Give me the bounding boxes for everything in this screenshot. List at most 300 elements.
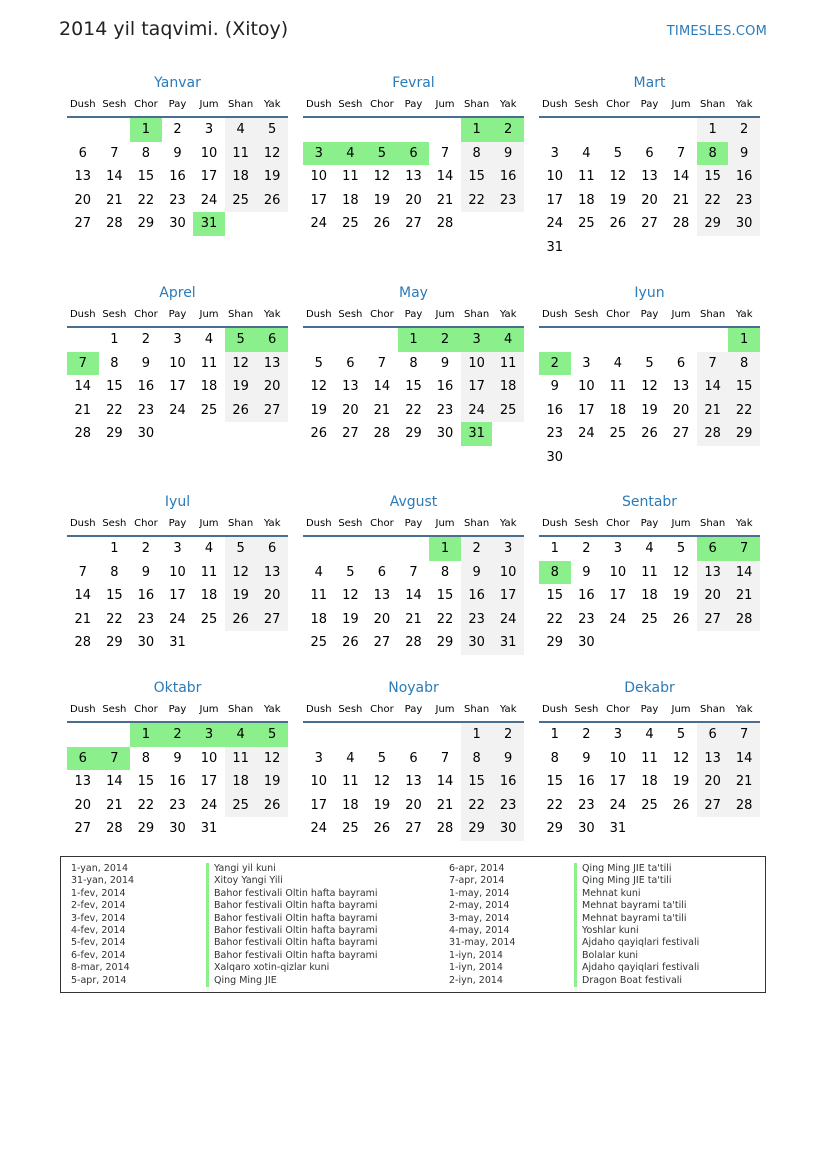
week-row xyxy=(539,165,760,189)
day-cell: 13 xyxy=(405,169,422,184)
day-cell: 1 xyxy=(110,541,119,556)
weekday-label: Dush xyxy=(69,704,96,715)
empty-cell xyxy=(539,118,571,142)
day-cell: 14 xyxy=(728,561,760,585)
day-cell: 19 xyxy=(310,402,328,418)
day-cell: 28 xyxy=(106,216,123,231)
day-cell: 26 xyxy=(310,426,328,441)
day-cell: 17 xyxy=(578,402,595,418)
weekday-header xyxy=(539,513,760,537)
day-cell: 14 xyxy=(405,588,422,603)
week-row xyxy=(539,189,760,213)
day-cell: 18 xyxy=(200,379,218,394)
day-cell: 18 xyxy=(641,774,658,789)
week-row xyxy=(539,236,760,260)
legend-holiday-name: Bahor festivali Oltin hafta bayrami xyxy=(206,950,378,962)
empty-cell xyxy=(602,236,634,260)
day-cell: 17 xyxy=(461,375,493,399)
day-cell: 4 xyxy=(225,118,257,142)
weekday-label: Yak xyxy=(499,309,517,320)
legend-holiday-name: Mehnat bayrami ta'tili xyxy=(574,913,687,925)
month-mart xyxy=(539,72,760,259)
month-oktabr xyxy=(67,677,288,841)
day-cell: 13 xyxy=(697,561,729,585)
day-cell: 29 xyxy=(461,817,493,841)
day-cell: 19 xyxy=(256,165,288,189)
day-cell: 23 xyxy=(546,426,564,441)
weekday-label: Yak xyxy=(263,518,281,529)
day-cell: 17 xyxy=(310,797,328,813)
day-cell: 18 xyxy=(342,797,359,813)
day-cell: 6 xyxy=(697,537,729,561)
week-row xyxy=(303,165,524,189)
week-row xyxy=(539,212,760,236)
day-cell: 26 xyxy=(225,608,257,632)
day-cell: 1 xyxy=(461,118,493,142)
week-row xyxy=(303,817,524,841)
day-cell: 29 xyxy=(697,212,729,236)
day-cell: 10 xyxy=(200,145,218,161)
day-cell: 28 xyxy=(436,821,454,836)
day-cell: 30 xyxy=(436,426,454,441)
day-cell: 9 xyxy=(492,747,524,771)
empty-cell xyxy=(665,817,697,841)
day-cell: 19 xyxy=(225,375,257,399)
day-cell: 15 xyxy=(461,770,493,794)
weekday-label: Dush xyxy=(305,704,332,715)
weekday-label: Chor xyxy=(370,704,394,715)
day-cell: 21 xyxy=(373,402,391,418)
weekday-label: Dush xyxy=(305,518,332,529)
day-cell: 9 xyxy=(492,142,524,166)
day-cell: 4 xyxy=(645,727,654,742)
weekday-label: Pay xyxy=(640,99,659,110)
day-cell: 15 xyxy=(436,588,454,603)
week-row xyxy=(539,723,760,747)
day-cell: 18 xyxy=(492,375,524,399)
day-cell: 16 xyxy=(546,402,564,418)
month-name: Noyabr xyxy=(388,680,439,696)
day-cell: 9 xyxy=(141,355,151,371)
day-cell: 3 xyxy=(613,541,623,556)
day-cell: 16 xyxy=(137,379,155,394)
day-cell: 20 xyxy=(256,375,288,399)
weekday-label: Shan xyxy=(700,99,726,110)
week-row xyxy=(67,608,288,632)
day-cell: 31 xyxy=(200,821,218,836)
month-name: Dekabr xyxy=(624,680,675,696)
weekday-header xyxy=(67,699,288,723)
week-row xyxy=(539,446,760,470)
day-cell: 10 xyxy=(492,561,524,585)
legend-date: 7-apr, 2014 xyxy=(449,875,505,887)
day-cell: 13 xyxy=(74,774,92,789)
week-row xyxy=(67,584,288,608)
day-cell: 11 xyxy=(200,564,218,580)
day-cell: 10 xyxy=(200,750,218,766)
day-cell: 25 xyxy=(342,216,359,231)
week-row xyxy=(303,142,524,166)
day-cell: 21 xyxy=(74,402,92,418)
day-cell: 13 xyxy=(74,169,92,184)
week-row xyxy=(67,747,288,771)
week-row xyxy=(539,794,760,818)
weekday-label: Jum xyxy=(671,99,691,110)
day-cell: 31 xyxy=(609,821,627,836)
day-cell: 15 xyxy=(546,774,564,789)
day-cell: 1 xyxy=(130,118,162,142)
day-cell: 1 xyxy=(697,118,729,142)
weekday-label: Pay xyxy=(640,309,659,320)
week-row xyxy=(539,537,760,561)
day-cell: 14 xyxy=(106,169,123,184)
day-cell: 2 xyxy=(162,723,194,747)
legend-date: 2-iyn, 2014 xyxy=(449,974,503,986)
month-name: Iyul xyxy=(164,494,191,510)
day-cell: 27 xyxy=(641,216,658,231)
day-cell: 22 xyxy=(405,402,422,418)
day-cell: 24 xyxy=(546,216,564,231)
day-cell: 18 xyxy=(578,192,595,208)
weekday-label: Sesh xyxy=(102,99,127,110)
day-cell: 19 xyxy=(373,192,391,208)
week-row xyxy=(539,561,760,585)
week-row xyxy=(67,399,288,423)
day-cell: 4 xyxy=(582,145,591,161)
weekday-label: Sesh xyxy=(338,99,363,110)
weekday-label: Sesh xyxy=(574,309,599,320)
day-cell: 21 xyxy=(436,192,454,208)
week-row xyxy=(67,817,288,841)
empty-cell xyxy=(193,631,225,655)
weekday-label: Pay xyxy=(168,704,187,715)
day-cell: 3 xyxy=(314,750,323,766)
week-row xyxy=(303,399,524,423)
day-cell: 1 xyxy=(429,537,461,561)
day-cell: 1 xyxy=(110,332,119,347)
day-cell: 21 xyxy=(106,797,123,813)
legend-date: 5-fev, 2014 xyxy=(71,937,126,949)
day-cell: 7 xyxy=(697,352,729,376)
day-cell: 29 xyxy=(106,635,123,650)
empty-cell xyxy=(303,118,335,142)
day-cell: 28 xyxy=(373,426,391,441)
weekday-label: Yak xyxy=(263,704,281,715)
weekday-label: Jum xyxy=(199,309,219,320)
day-cell: 5 xyxy=(366,142,398,166)
day-cell: 25 xyxy=(641,797,658,813)
day-cell: 21 xyxy=(728,584,760,608)
day-cell: 14 xyxy=(436,774,454,789)
day-cell: 19 xyxy=(641,402,658,418)
day-cell: 9 xyxy=(550,379,559,394)
empty-cell xyxy=(225,212,257,236)
weekday-header xyxy=(303,699,524,723)
day-cell: 15 xyxy=(546,588,564,603)
legend-holiday-name: Xalqaro xotin-qizlar kuni xyxy=(206,962,329,974)
weekday-label: Sesh xyxy=(574,704,599,715)
day-cell: 18 xyxy=(342,192,359,208)
weekday-label: Pay xyxy=(404,518,423,529)
day-cell: 30 xyxy=(137,426,155,441)
empty-cell xyxy=(162,422,194,446)
day-cell: 11 xyxy=(492,352,524,376)
weekday-label: Yak xyxy=(499,704,517,715)
day-cell: 25 xyxy=(342,821,359,836)
day-cell: 2 xyxy=(461,537,493,561)
week-row xyxy=(303,537,524,561)
month-iyun xyxy=(539,282,760,469)
day-cell: 12 xyxy=(256,142,288,166)
empty-cell xyxy=(665,446,697,470)
week-row xyxy=(67,189,288,213)
empty-cell xyxy=(728,631,760,655)
week-row xyxy=(67,770,288,794)
day-cell: 2 xyxy=(582,727,591,742)
week-row xyxy=(539,608,760,632)
week-row xyxy=(539,631,760,655)
day-cell: 14 xyxy=(672,169,690,184)
empty-cell xyxy=(697,328,729,352)
day-cell: 29 xyxy=(405,426,422,441)
weekday-label: Yak xyxy=(263,99,281,110)
empty-cell xyxy=(335,537,367,561)
day-cell: 8 xyxy=(728,352,760,376)
weekday-label: Pay xyxy=(168,518,187,529)
day-cell: 15 xyxy=(697,165,729,189)
day-cell: 2 xyxy=(429,328,461,352)
day-cell: 23 xyxy=(492,794,524,818)
week-row xyxy=(539,118,760,142)
day-cell: 24 xyxy=(310,216,328,231)
week-row xyxy=(539,328,760,352)
day-cell: 30 xyxy=(137,635,155,650)
day-cell: 25 xyxy=(200,402,218,418)
day-cell: 11 xyxy=(225,747,257,771)
day-cell: 30 xyxy=(728,212,760,236)
empty-cell xyxy=(429,723,461,747)
empty-cell xyxy=(366,118,398,142)
day-cell: 23 xyxy=(578,611,595,627)
day-cell: 17 xyxy=(609,588,627,603)
empty-cell xyxy=(67,537,99,561)
day-cell: 5 xyxy=(645,355,654,371)
day-cell: 20 xyxy=(641,192,658,208)
day-cell: 22 xyxy=(137,192,155,208)
weekday-label: Sesh xyxy=(338,518,363,529)
day-cell: 5 xyxy=(256,723,288,747)
day-cell: 1 xyxy=(461,723,493,747)
day-cell: 17 xyxy=(200,169,218,184)
month-may xyxy=(303,282,524,446)
day-cell: 16 xyxy=(169,774,186,789)
weekday-label: Dush xyxy=(541,704,568,715)
day-cell: 2 xyxy=(141,541,151,556)
legend-date: 1-iyn, 2014 xyxy=(449,949,503,961)
day-cell: 7 xyxy=(409,564,418,580)
day-cell: 12 xyxy=(373,774,391,789)
day-cell: 12 xyxy=(225,561,257,585)
day-cell: 28 xyxy=(106,821,123,836)
day-cell: 3 xyxy=(550,145,559,161)
day-cell: 9 xyxy=(728,142,760,166)
weekday-label: Yak xyxy=(499,99,517,110)
day-cell: 13 xyxy=(697,747,729,771)
weekday-label: Sesh xyxy=(338,704,363,715)
week-row xyxy=(539,352,760,376)
week-row xyxy=(67,142,288,166)
day-cell: 24 xyxy=(169,611,186,627)
weekday-label: Yak xyxy=(499,518,517,529)
day-cell: 16 xyxy=(436,379,454,394)
weekday-label: Chor xyxy=(606,518,630,529)
weekday-label: Jum xyxy=(435,309,455,320)
day-cell: 8 xyxy=(110,355,119,371)
day-cell: 28 xyxy=(405,635,422,650)
week-row xyxy=(303,189,524,213)
day-cell: 27 xyxy=(342,426,359,441)
day-cell: 15 xyxy=(106,379,123,394)
empty-cell xyxy=(665,631,697,655)
legend-date: 4-fev, 2014 xyxy=(71,925,126,936)
day-cell: 12 xyxy=(225,352,257,376)
day-cell: 8 xyxy=(461,142,493,166)
day-cell: 6 xyxy=(346,355,355,371)
day-cell: 26 xyxy=(225,399,257,423)
day-cell: 19 xyxy=(672,774,690,789)
weekday-label: Yak xyxy=(735,309,753,320)
empty-cell xyxy=(256,631,288,655)
day-cell: 22 xyxy=(461,794,493,818)
empty-cell xyxy=(602,118,634,142)
day-cell: 20 xyxy=(405,192,422,208)
weekday-label: Chor xyxy=(370,309,394,320)
empty-cell xyxy=(398,537,430,561)
weekday-label: Jum xyxy=(199,99,219,110)
empty-cell xyxy=(634,631,666,655)
month-dekabr xyxy=(539,677,760,841)
empty-cell xyxy=(571,236,603,260)
day-cell: 4 xyxy=(346,750,355,766)
day-cell: 5 xyxy=(676,727,686,742)
day-cell: 6 xyxy=(377,564,387,580)
day-cell: 12 xyxy=(609,169,627,184)
day-cell: 6 xyxy=(676,355,686,371)
day-cell: 17 xyxy=(546,192,564,208)
day-cell: 20 xyxy=(256,584,288,608)
weekday-label: Shan xyxy=(228,99,254,110)
day-cell: 18 xyxy=(225,770,257,794)
weekday-label: Chor xyxy=(606,309,630,320)
legend-holiday-name: Yangi yil kuni xyxy=(206,863,276,875)
day-cell: 17 xyxy=(169,588,186,603)
day-cell: 12 xyxy=(672,564,690,580)
week-row xyxy=(303,794,524,818)
legend-date: 5-apr, 2014 xyxy=(71,974,127,986)
day-cell: 31 xyxy=(461,422,493,446)
weekday-label: Shan xyxy=(228,704,254,715)
weekday-label: Shan xyxy=(464,704,490,715)
weekday-label: Sesh xyxy=(102,309,127,320)
weekday-label: Jum xyxy=(199,704,219,715)
day-cell: 25 xyxy=(492,399,524,423)
empty-cell xyxy=(634,817,666,841)
day-cell: 26 xyxy=(256,189,288,213)
legend-holiday-name: Bahor festivali Oltin hafta bayrami xyxy=(206,925,378,937)
day-cell: 19 xyxy=(672,588,690,603)
month-name: Iyun xyxy=(634,285,665,301)
day-cell: 20 xyxy=(405,797,422,813)
day-cell: 9 xyxy=(173,145,182,161)
day-cell: 4 xyxy=(492,328,524,352)
day-cell: 12 xyxy=(641,379,658,394)
day-cell: 11 xyxy=(200,355,218,371)
day-cell: 14 xyxy=(74,588,92,603)
empty-cell xyxy=(398,723,430,747)
legend-holiday-name: Ajdaho qayiqlari festivali xyxy=(574,937,699,949)
day-cell: 29 xyxy=(436,635,454,650)
weekday-label: Jum xyxy=(435,704,455,715)
day-cell: 20 xyxy=(697,770,729,794)
empty-cell xyxy=(492,422,524,446)
week-row xyxy=(67,422,288,446)
day-cell: 6 xyxy=(256,328,288,352)
day-cell: 27 xyxy=(672,426,690,441)
week-row xyxy=(303,328,524,352)
day-cell: 4 xyxy=(314,564,323,580)
weekday-label: Pay xyxy=(640,518,659,529)
day-cell: 27 xyxy=(74,216,92,231)
day-cell: 23 xyxy=(461,608,493,632)
day-cell: 16 xyxy=(492,165,524,189)
day-cell: 18 xyxy=(310,611,328,627)
day-cell: 30 xyxy=(546,449,564,465)
weekday-label: Pay xyxy=(404,309,423,320)
legend-date: 6-apr, 2014 xyxy=(449,863,505,874)
day-cell: 16 xyxy=(461,584,493,608)
day-cell: 28 xyxy=(728,608,760,632)
day-cell: 21 xyxy=(106,192,123,208)
day-cell: 11 xyxy=(641,564,658,580)
day-cell: 6 xyxy=(409,750,418,766)
empty-cell xyxy=(492,212,524,236)
day-cell: 27 xyxy=(74,821,92,836)
day-cell: 25 xyxy=(225,189,257,213)
weekday-header xyxy=(67,94,288,118)
day-cell: 9 xyxy=(173,750,182,766)
day-cell: 25 xyxy=(609,426,627,441)
weekday-label: Jum xyxy=(435,99,455,110)
month-name: Sentabr xyxy=(621,494,678,510)
week-row xyxy=(67,723,288,747)
brand-link[interactable]: TIMESLES.COM xyxy=(666,24,767,39)
day-cell: 22 xyxy=(728,399,760,423)
legend-date: 31-yan, 2014 xyxy=(71,875,135,887)
legend-date: 3-may, 2014 xyxy=(449,912,510,924)
weekday-label: Sesh xyxy=(338,309,363,320)
day-cell: 29 xyxy=(546,635,564,650)
day-cell: 24 xyxy=(461,399,493,423)
day-cell: 28 xyxy=(436,216,454,231)
day-cell: 20 xyxy=(74,797,92,813)
day-cell: 12 xyxy=(310,379,328,394)
empty-cell xyxy=(303,723,335,747)
weekday-header xyxy=(539,304,760,328)
day-cell: 14 xyxy=(74,379,92,394)
weekday-label: Pay xyxy=(168,309,187,320)
empty-cell xyxy=(99,723,131,747)
weekday-label: Shan xyxy=(700,704,726,715)
